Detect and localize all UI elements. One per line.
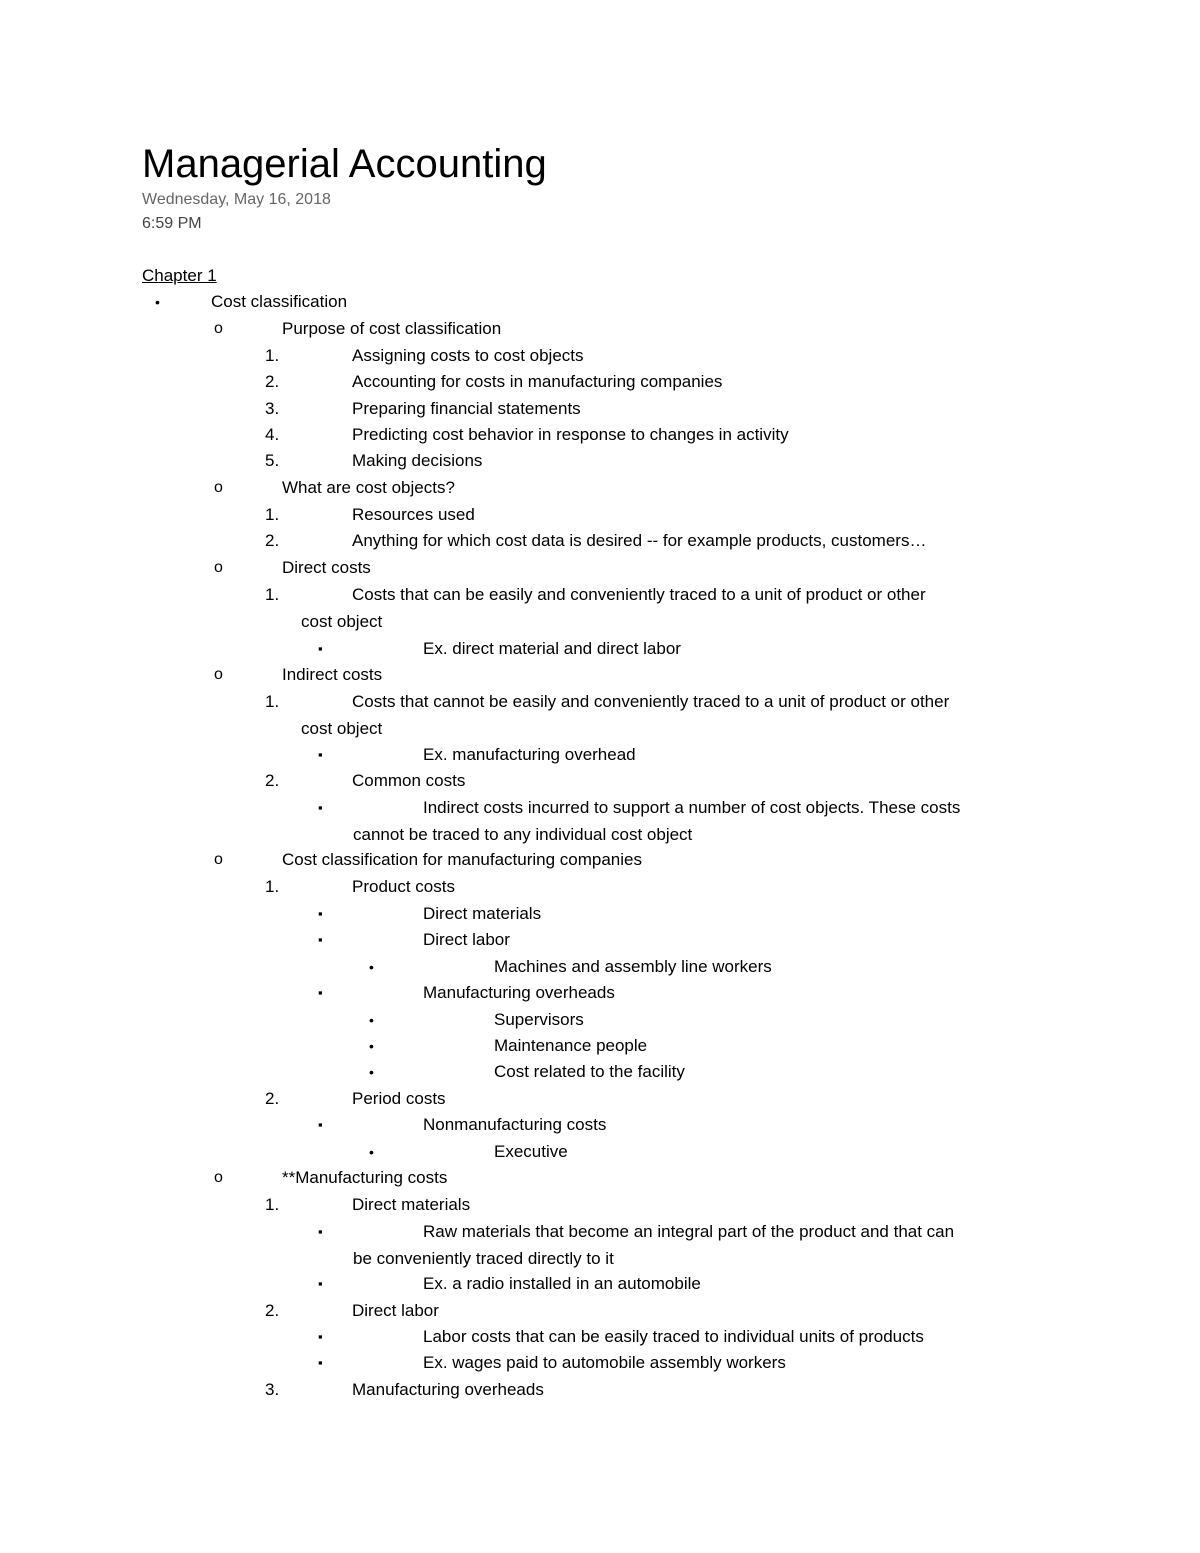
list-item-text: Ex. direct material and direct labor (423, 639, 681, 658)
list-item (0, 504, 1200, 530)
list-item (0, 664, 1200, 690)
list-item-text: Machines and assembly line workers (494, 957, 772, 976)
bullet-icon: o (214, 559, 223, 576)
list-number: 1. (265, 585, 280, 604)
list-item (0, 1221, 1200, 1247)
list-item (0, 1061, 1200, 1087)
list-item-text: Period costs (352, 1089, 446, 1108)
list-item-text: Manufacturing overheads (423, 983, 615, 1002)
bullet-icon: • (369, 1144, 374, 1160)
list-item (0, 1379, 1200, 1405)
list-number: 3. (265, 1380, 280, 1399)
list-item-text: Direct labor (423, 930, 510, 949)
list-item (0, 1194, 1200, 1220)
list-item (0, 1141, 1200, 1167)
list-item (0, 557, 1200, 583)
note-date: Wednesday, May 16, 2018 (142, 191, 331, 208)
list-item-text: Labor costs that can be easily traced to individual units of products (423, 1327, 924, 1346)
list-item (0, 1114, 1200, 1140)
list-item-text: Costs that can be easily and conveniently traced to a unit of product or other (352, 585, 926, 604)
chapter-heading: Chapter 1 (142, 266, 217, 285)
bullet-icon: • (369, 1064, 374, 1080)
list-item-text: Cost classification (211, 292, 348, 311)
list-item (0, 1035, 1200, 1061)
bullet-icon: ▪ (318, 932, 323, 947)
list-number: 1. (265, 505, 280, 524)
list-item-text: Common costs (352, 771, 466, 790)
list-item (0, 424, 1200, 450)
list-item-text: Executive (494, 1142, 568, 1161)
list-number: 1. (265, 346, 280, 365)
list-item (0, 398, 1200, 424)
list-item-text: Assigning costs to cost objects (352, 346, 584, 365)
bullet-icon: o (214, 320, 223, 337)
list-number: 3. (265, 399, 280, 418)
list-item (0, 770, 1200, 796)
list-item (0, 1326, 1200, 1352)
list-item (0, 691, 1200, 717)
page-title: Managerial Accounting (142, 142, 547, 186)
list-item (0, 1273, 1200, 1299)
list-item (0, 744, 1200, 770)
list-item (0, 530, 1200, 556)
note-time: 6:59 PM (142, 215, 202, 232)
list-item-continuation: cost object (301, 719, 383, 738)
list-item-continuation: cannot be traced to any individual cost object (353, 825, 693, 844)
list-item-text: Resources used (352, 505, 475, 524)
list-number: 4. (265, 425, 280, 444)
list-item (0, 982, 1200, 1008)
list-item-text: Costs that cannot be easily and conveniently traced to a unit of product or other (352, 692, 950, 711)
list-item (0, 477, 1200, 503)
list-item-text: Purpose of cost classification (282, 319, 502, 338)
list-item-text: Direct costs (282, 558, 371, 577)
bullet-icon: • (155, 294, 160, 310)
list-item-continuation: cost object (301, 612, 383, 631)
list-item (0, 903, 1200, 929)
bullet-icon: ▪ (318, 747, 323, 762)
list-item-text: Nonmanufacturing costs (423, 1115, 607, 1134)
list-item-text: Anything for which cost data is desired -- for example products, customers… (352, 531, 927, 550)
list-item-text: Cost classification for manufacturing companies (282, 850, 642, 869)
bullet-icon: o (214, 1169, 223, 1186)
list-number: 2. (265, 372, 280, 391)
list-item-text: Product costs (352, 877, 455, 896)
list-item (0, 1300, 1200, 1326)
list-number: 2. (265, 1089, 280, 1108)
list-item (0, 1009, 1200, 1035)
list-number: 1. (265, 692, 280, 711)
list-item-text: Indirect costs (282, 665, 383, 684)
list-item-text: Making decisions (352, 451, 483, 470)
bullet-icon: o (214, 666, 223, 683)
list-item (0, 849, 1200, 875)
bullet-icon: ▪ (318, 1224, 323, 1239)
bullet-icon: ▪ (318, 1355, 323, 1370)
list-item (0, 1088, 1200, 1114)
list-item-text: Cost related to the facility (494, 1062, 685, 1081)
list-number: 2. (265, 1301, 280, 1320)
list-item (0, 345, 1200, 371)
list-item (0, 584, 1200, 610)
list-item (0, 291, 1200, 317)
list-item (0, 450, 1200, 476)
list-item-text: Manufacturing overheads (352, 1380, 544, 1399)
list-item-text: What are cost objects? (282, 478, 455, 497)
list-item (0, 318, 1200, 344)
bullet-icon: o (214, 851, 223, 868)
list-item-text: Ex. manufacturing overhead (423, 745, 636, 764)
list-item-text: Raw materials that become an integral part of the product and that can (423, 1222, 955, 1241)
list-item-text: Preparing financial statements (352, 399, 581, 418)
bullet-icon: ▪ (318, 1276, 323, 1291)
list-item-text: Supervisors (494, 1010, 584, 1029)
list-item (0, 1167, 1200, 1193)
list-item-text: Accounting for costs in manufacturing companies (352, 372, 723, 391)
list-number: 5. (265, 451, 280, 470)
list-item-text: Predicting cost behavior in response to changes in activity (352, 425, 789, 444)
bullet-icon: ▪ (318, 641, 323, 656)
list-item-text: Direct materials (423, 904, 542, 923)
list-number: 2. (265, 531, 280, 550)
bullet-icon: o (214, 479, 223, 496)
list-item-text: Ex. a radio installed in an automobile (423, 1274, 701, 1293)
list-item-text: Ex. wages paid to automobile assembly workers (423, 1353, 786, 1372)
bullet-icon: • (369, 959, 374, 975)
list-item (0, 929, 1200, 955)
list-item (0, 876, 1200, 902)
bullet-icon: • (369, 1038, 374, 1054)
bullet-icon: ▪ (318, 1329, 323, 1344)
list-item-text: Maintenance people (494, 1036, 648, 1055)
list-item (0, 638, 1200, 664)
list-item-text: Indirect costs incurred to support a number of cost objects. These costs (423, 798, 961, 817)
list-item (0, 1352, 1200, 1378)
list-number: 2. (265, 771, 280, 790)
list-item-text: Direct materials (352, 1195, 471, 1214)
bullet-icon: ▪ (318, 906, 323, 921)
list-item (0, 956, 1200, 982)
list-item-text: Direct labor (352, 1301, 439, 1320)
list-item-text: **Manufacturing costs (282, 1168, 448, 1187)
list-number: 1. (265, 877, 280, 896)
bullet-icon: ▪ (318, 985, 323, 1000)
list-item (0, 797, 1200, 823)
bullet-icon: ▪ (318, 1117, 323, 1132)
bullet-icon: • (369, 1012, 374, 1028)
list-item-continuation: be conveniently traced directly to it (353, 1249, 614, 1268)
list-number: 1. (265, 1195, 280, 1214)
list-item (0, 371, 1200, 397)
bullet-icon: ▪ (318, 800, 323, 815)
